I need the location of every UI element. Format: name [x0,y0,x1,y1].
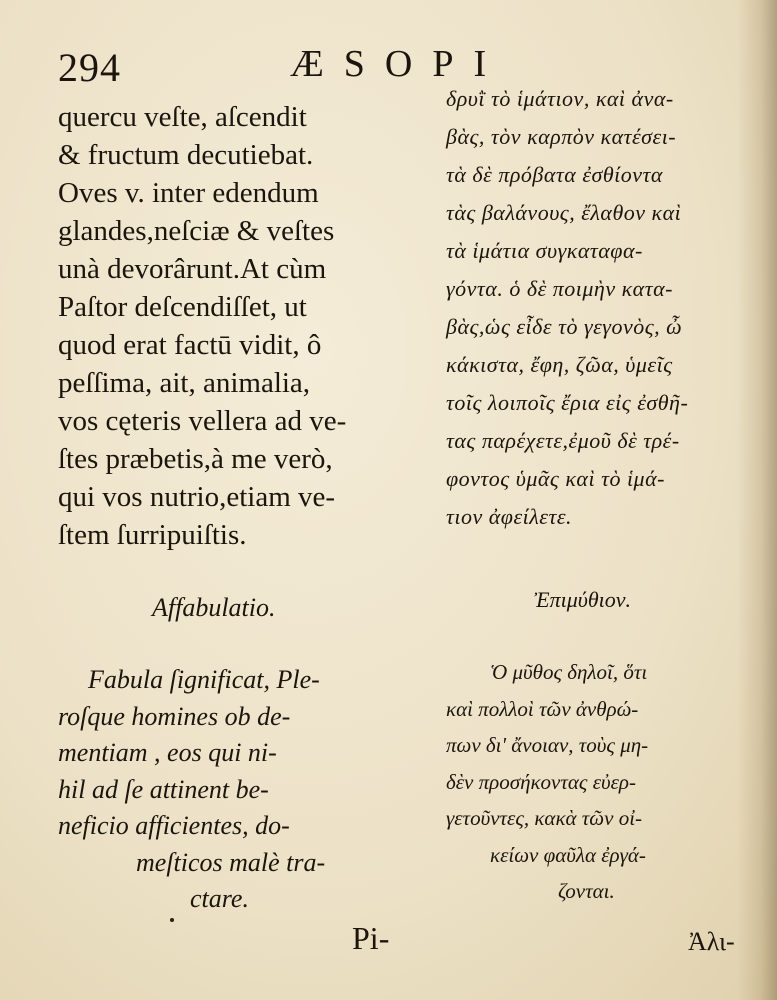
epimythion-heading: Ἐπιμύθιον. [534,587,632,612]
moral-line: neficio afficientes, do- [58,811,290,840]
latin-line: unà devorârunt.At cùm [58,253,327,285]
latin-line: & fructum decutiebat. [58,139,314,171]
greek-text-column [446,80,756,536]
latin-line: vos cęteris vellera ad ve- [58,405,347,437]
affabulatio-text [58,662,418,918]
moral-line: πων δι' ἄνοιαν, τοὺς μη- [446,733,649,757]
latin-line: Oves v. inter edendum [58,177,319,209]
greek-line: φοντος ὑμᾶς καὶ τὸ ἱμά- [446,466,665,491]
latin-line: quod erat factū vidit, ô [58,329,322,361]
affabulatio-heading: Affabulatio. [152,593,276,622]
greek-line: κάκιστα, ἔφη, ζῶα, ὑμεῖς [446,352,673,377]
page-number: 294 [58,45,121,90]
catchword-right: Ἀλι- [688,927,735,956]
greek-line: τὰ ἱμάτια συγκαταφα- [446,238,643,263]
epimythion-text [446,654,756,910]
greek-line: τὰς βαλάνους, ἔλαθον καὶ [446,200,682,225]
running-head: ÆSOPI [290,43,507,85]
moral-line: meſticos malè tra- [136,847,326,877]
greek-line: τας παρέχετε,ἐμοῦ δὲ τρέ- [446,428,680,453]
moral-line: γετοῦντες, κακὰ τῶν οἰ- [446,806,643,830]
latin-line: Paſtor deſcendiſſet, ut [58,291,307,323]
moral-line: Fabula ſignificat, Ple- [88,665,320,694]
greek-line: τοῖς λοιποῖς ἔρια εἰς ἐσθῆ- [446,390,689,415]
moral-line: ζονται. [558,879,615,903]
latin-line: qui vos nutrio,etiam ve- [58,481,336,513]
ink-speck [170,918,174,922]
latin-line: quercu veſte, aſcendit [58,101,307,133]
greek-line: γόντα. ὁ δὲ ποιμὴν κατα- [446,276,673,301]
greek-line: δρυῒ τὸ ἱμάτιον, καὶ ἀνα- [446,86,674,111]
moral-line: δὲν προσήκοντας εὐερ- [446,769,636,794]
moral-line: κείων φαῦλα ἐργά- [490,842,646,867]
greek-line: βὰς,ὡς εἶδε τὸ γεγονὸς, ὦ [446,314,683,339]
latin-line: peſſima, ait, animalia, [58,367,311,399]
moral-line: mentiam , eos qui ni- [58,738,277,767]
moral-line: καὶ πολλοὶ τῶν ἀνθρώ- [446,696,639,721]
latin-line: glandes,neſciæ & veſtes [58,215,335,247]
moral-line: hil ad ſe attinent be- [58,774,269,804]
latin-line: ſtem ſurripuiſtis. [58,519,247,551]
moral-line: ctare. [190,884,249,913]
latin-line: ſtes præbetis,à me verò, [58,443,333,475]
moral-line: roſque homines ob de- [58,701,291,731]
greek-line: τιον ἀφείλετε. [446,504,572,529]
latin-text-column [58,98,418,554]
moral-line: Ὁ μῦθος δηλοῖ, ὅτι [490,660,648,684]
greek-line: τὰ δὲ πρόβατα ἐσθίοντα [446,162,663,187]
catchword-left: Pi- [352,920,390,956]
greek-line: βὰς, τὸν καρπὸν κατέσει- [446,124,677,149]
